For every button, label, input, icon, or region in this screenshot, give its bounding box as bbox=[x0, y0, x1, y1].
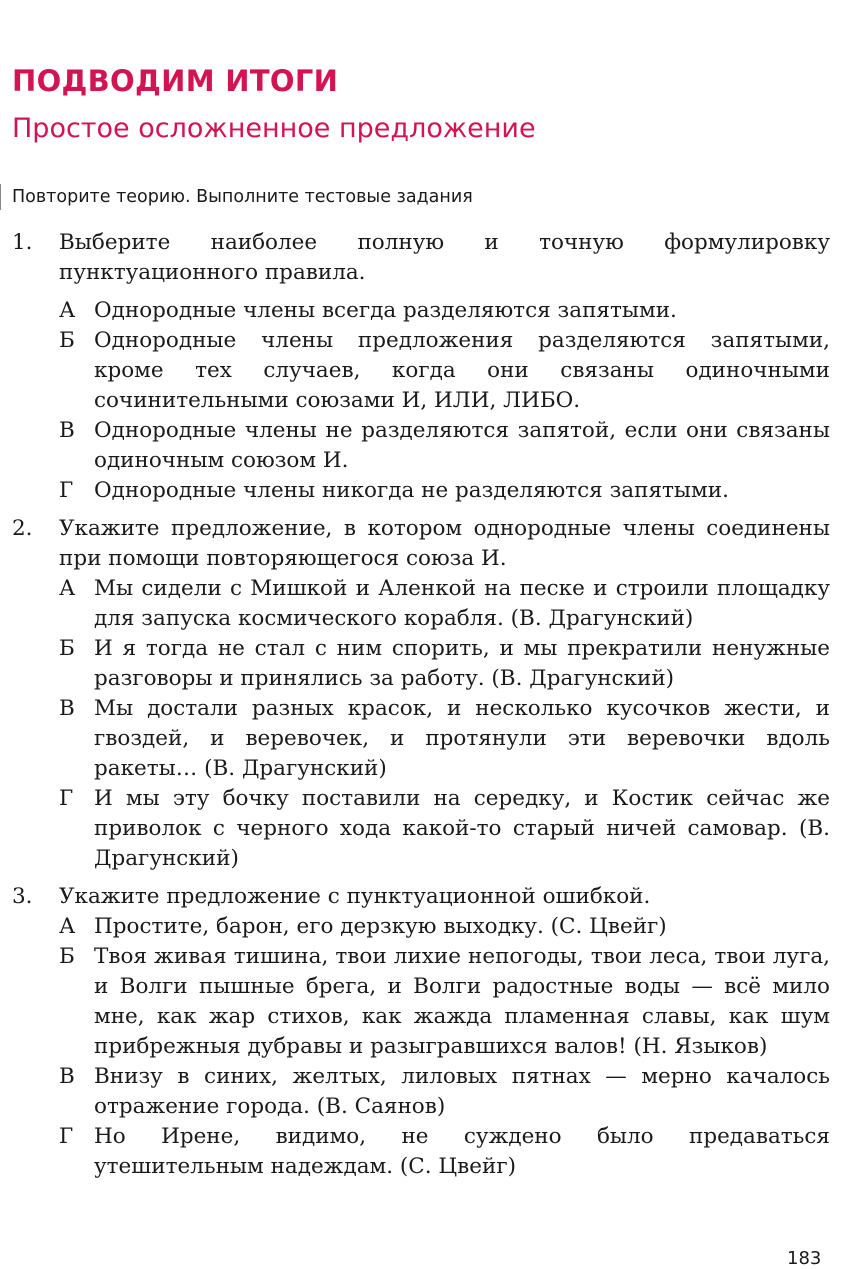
question-2 bbox=[12, 514, 830, 574]
answer-option-2a bbox=[12, 574, 830, 634]
answer-option-3g bbox=[12, 1122, 830, 1182]
answer-option-3a bbox=[12, 912, 830, 942]
question-list bbox=[12, 228, 830, 1182]
answer-option-3b bbox=[12, 942, 830, 1062]
option-letter: Г bbox=[59, 478, 74, 503]
option-letter: Б bbox=[59, 328, 75, 353]
left-margin-rule bbox=[0, 184, 1, 210]
question-number: 1. bbox=[12, 230, 33, 255]
option-letter: А bbox=[59, 914, 76, 939]
question-text: Укажите предложение с пунктуационной ошибкой. bbox=[59, 884, 651, 909]
option-letter: Б bbox=[59, 636, 75, 661]
option-text: Однородные члены никогда не разделяются запятыми. bbox=[94, 478, 729, 503]
answer-option-3v bbox=[12, 1062, 830, 1122]
question-3 bbox=[12, 882, 830, 912]
option-text: Простите, барон, его дерзкую выходку. (С. Цвейг) bbox=[94, 914, 667, 939]
question-1 bbox=[12, 228, 830, 288]
answer-option-1g bbox=[12, 476, 830, 506]
question-number: 3. bbox=[12, 884, 33, 909]
question-text: Выберите наиболее полную и точную формулировку пунктуационного правила. bbox=[59, 230, 830, 285]
option-text: Внизу в синих, желтых, лиловых пятнах — мерно качалось отражение города. (В. Саянов) bbox=[94, 1064, 830, 1119]
page-number: 183 bbox=[787, 1248, 822, 1269]
option-text: Твоя живая тишина, твои лихие непогоды, твои леса, твои луга, и Волги пышные брега, и Волги радостные воды — всё мило мне, как жар стихов, как жажда пламенная славы, как шум прибрежныя дубравы и разыгравшихся валов! (Н. Языков) bbox=[94, 944, 830, 1059]
option-text: И мы эту бочку поставили на середку, и Костик сейчас же приволок с черного хода какой-то старый ничей самовар. (В. Драгунский) bbox=[94, 786, 830, 871]
section-heading: ПОДВОДИМ ИТОГИ bbox=[12, 64, 339, 98]
option-text: И я тогда не стал с ним спорить, и мы прекратили ненужные разговоры и принялись за работу. (В. Драгунский) bbox=[94, 636, 830, 691]
option-letter: Б bbox=[59, 944, 75, 969]
option-letter: А bbox=[59, 576, 76, 601]
option-letter: В bbox=[59, 418, 75, 443]
option-text: Но Ирене, видимо, не суждено было предаваться утешительным надеждам. (С. Цвейг) bbox=[94, 1124, 830, 1179]
option-letter: Г bbox=[59, 786, 74, 811]
answer-option-2b bbox=[12, 634, 830, 694]
question-number: 2. bbox=[12, 516, 33, 541]
answer-option-2v bbox=[12, 694, 830, 784]
answer-option-2g bbox=[12, 784, 830, 874]
option-text: Мы достали разных красок, и несколько кусочков жести, и гвоздей, и веревочек, и протянули эти веревочки вдоль ракеты… (В. Драгунский) bbox=[94, 696, 830, 781]
option-letter: А bbox=[59, 298, 76, 323]
option-text: Мы сидели с Мишкой и Аленкой на песке и строили площадку для запуска космического корабля. (В. Драгунский) bbox=[94, 576, 830, 631]
answer-option-1a bbox=[12, 296, 830, 326]
option-letter: В bbox=[59, 696, 75, 721]
option-text: Однородные члены предложения разделяются запятыми, кроме тех случаев, когда они связаны одиночными сочинительными союзами И, ИЛИ, ЛИБО. bbox=[94, 328, 830, 413]
section-subheading: Простое осложненное предложение bbox=[12, 113, 536, 144]
question-text: Укажите предложение, в котором однородные члены соединены при помощи повторяющегося союза И. bbox=[59, 516, 830, 571]
instruction-text: Повторите теорию. Выполните тестовые задания bbox=[12, 187, 473, 207]
option-letter: В bbox=[59, 1064, 75, 1089]
option-text: Однородные члены всегда разделяются запятыми. bbox=[94, 298, 677, 323]
answer-option-1b bbox=[12, 326, 830, 416]
answer-option-1v bbox=[12, 416, 830, 476]
option-text: Однородные члены не разделяются запятой, если они связаны одиночным союзом И. bbox=[94, 418, 830, 473]
option-letter: Г bbox=[59, 1124, 74, 1149]
